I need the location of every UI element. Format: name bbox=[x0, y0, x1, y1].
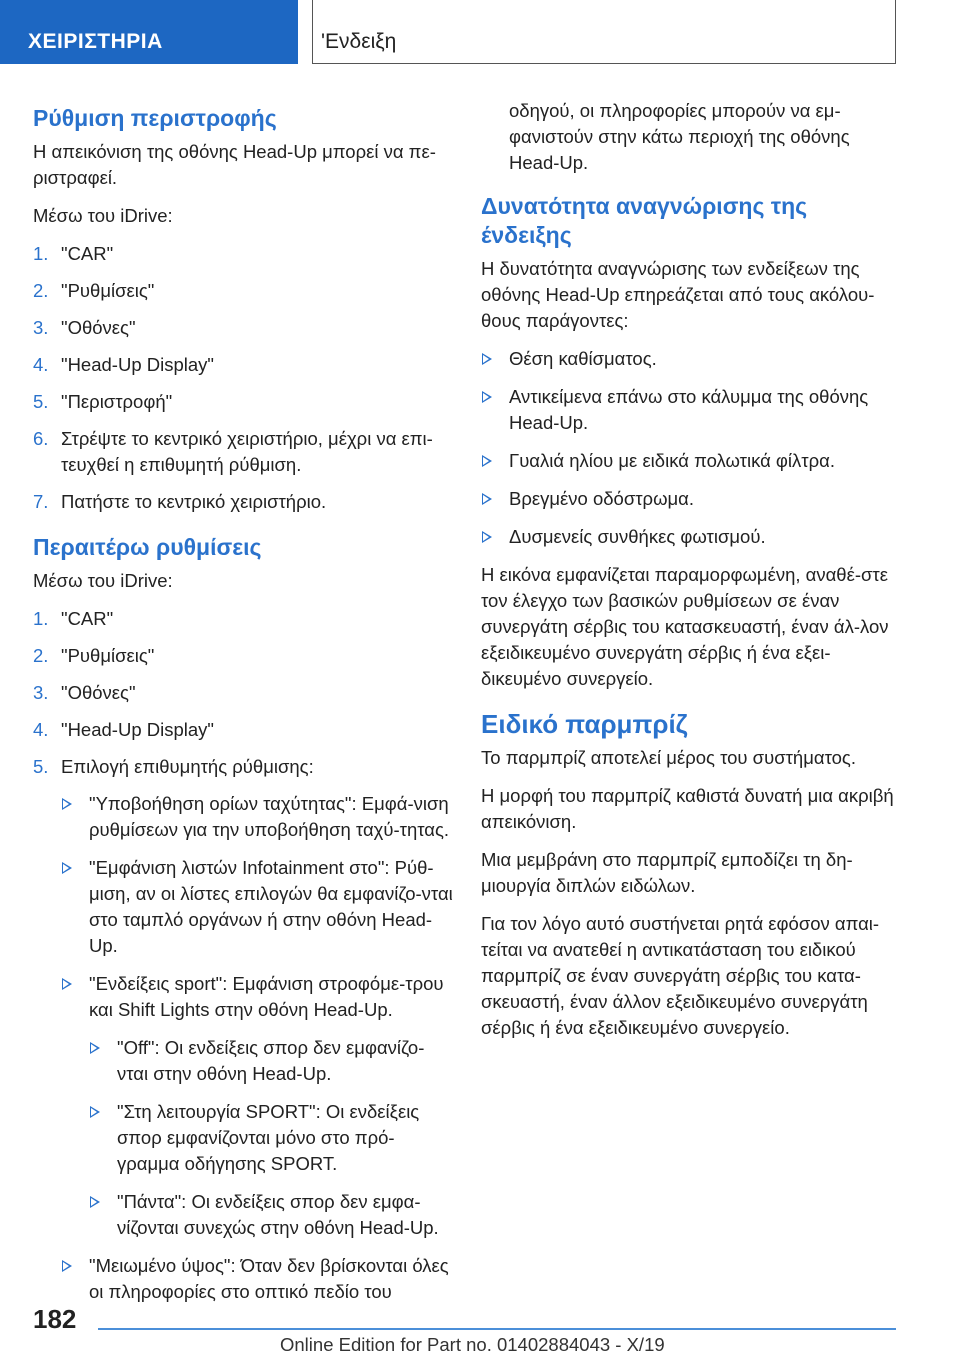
list-item bbox=[33, 315, 453, 341]
list-item bbox=[33, 489, 453, 515]
continued-text bbox=[452, 98, 901, 176]
option-text: οδηγού, οι πληροφορίες μπορούν να εμ‐φανιστούν στην κάτω περιοχή της οθόνης Head-Up. bbox=[509, 100, 850, 173]
step-number: 2. bbox=[33, 645, 49, 666]
list-item bbox=[61, 855, 453, 959]
factor-text: Θέση καθίσματος. bbox=[509, 348, 657, 369]
triangle-bullet-icon bbox=[482, 531, 492, 543]
triangle-bullet-icon bbox=[62, 1260, 72, 1272]
more-settings-heading: Περαιτέρω ρυθμίσεις bbox=[33, 534, 262, 560]
list-item bbox=[61, 971, 453, 1023]
option-text: "Στη λειτουργία SPORT": Οι ενδείξεις σπορ εμφανίζονται μόνο στο πρό‐γραμμα οδήγησης SPORT. bbox=[117, 1101, 420, 1174]
step-text: "Περιστροφή" bbox=[61, 391, 173, 412]
triangle-bullet-icon bbox=[482, 455, 492, 467]
triangle-bullet-icon bbox=[62, 798, 72, 810]
list-item bbox=[89, 1099, 453, 1177]
rotation-intro: Η απεικόνιση της οθόνης Head-Up μπορεί να πε‐ριστραφεί. bbox=[33, 141, 436, 188]
triangle-bullet-icon bbox=[90, 1042, 100, 1054]
list-item bbox=[33, 352, 453, 378]
windshield-p1: Το παρμπρίζ αποτελεί μέρος του συστήματος. bbox=[481, 747, 856, 768]
list-item bbox=[61, 791, 453, 843]
triangle-bullet-icon bbox=[90, 1106, 100, 1118]
visibility-intro: Η δυνατότητα αναγνώρισης των ενδείξεων της οθόνης Head-Up επηρεάζεται από τους ακόλου‐θους παράγοντες: bbox=[481, 258, 875, 331]
step-text: "Οθόνες" bbox=[61, 682, 136, 703]
step-text: "Ρυθμίσεις" bbox=[61, 280, 155, 301]
left-column bbox=[33, 104, 453, 1317]
step-number: 5. bbox=[33, 391, 49, 412]
step-number: 1. bbox=[33, 608, 49, 629]
list-item bbox=[33, 643, 453, 669]
step-number: 2. bbox=[33, 280, 49, 301]
step-number: 4. bbox=[33, 354, 49, 375]
step-text: "Head-Up Display" bbox=[61, 719, 214, 740]
windshield-heading: Ειδικό παρμπρίζ bbox=[481, 709, 688, 739]
factor-text: Αντικείμενα επάνω στο κάλυμμα της οθόνης Head-Up. bbox=[509, 386, 869, 433]
list-item bbox=[481, 384, 901, 436]
step-text: Στρέψτε το κεντρικό χειριστήριο, μέχρι να επι‐τευχθεί η επιθυμητή ρύθμιση. bbox=[61, 428, 433, 475]
step-number: 1. bbox=[33, 243, 49, 264]
header-section-tab: ΧΕΙΡΙΣΤΗΡΙΑ bbox=[0, 0, 298, 64]
list-item bbox=[33, 278, 453, 304]
more-settings-via: Μέσω του iDrive: bbox=[33, 570, 173, 591]
factor-text: Βρεγμένο οδόστρωμα. bbox=[509, 488, 695, 509]
footer-divider bbox=[98, 1328, 896, 1330]
step-text: "Head-Up Display" bbox=[61, 354, 214, 375]
windshield-p3: Μια μεμβράνη στο παρμπρίζ εμποδίζει τη δη‐μιουργία διπλών ειδώλων. bbox=[481, 849, 853, 896]
step-text: "Οθόνες" bbox=[61, 317, 136, 338]
visibility-heading: Δυνατότητα αναγνώρισης της ένδειξης bbox=[481, 193, 808, 248]
triangle-bullet-icon bbox=[62, 862, 72, 874]
triangle-bullet-icon bbox=[62, 978, 72, 990]
page-number: 182 bbox=[33, 1304, 77, 1334]
list-item bbox=[33, 680, 453, 706]
list-item bbox=[89, 1035, 453, 1087]
windshield-p2: Η μορφή του παρμπρίζ καθιστά δυνατή μια ακριβή απεικόνιση. bbox=[481, 785, 894, 832]
list-item bbox=[481, 448, 901, 474]
option-text: "Υποβοήθηση ορίων ταχύτητας": Εμφά‐νιση ρυθμίσεων για την υποβοήθηση ταχύ‐τητας. bbox=[89, 793, 450, 840]
triangle-bullet-icon bbox=[482, 353, 492, 365]
step-text: Πατήστε το κεντρικό χειριστήριο. bbox=[61, 491, 327, 512]
list-item bbox=[61, 1253, 453, 1305]
option-text: "Εμφάνιση λιστών Infotainment στο": Ρύθ‐μιση, αν οι λίστες επιλογών θα εμφανίζο‐νται στο ταμπλό οργάνων ή στην οθόνη Head-Up. bbox=[89, 857, 453, 956]
triangle-bullet-icon bbox=[482, 493, 492, 505]
step-text: "CAR" bbox=[61, 608, 114, 629]
step-text: Επιλογή επιθυμητής ρύθμισης: bbox=[61, 756, 314, 777]
windshield-p4: Για τον λόγο αυτό συστήνεται ρητά εφόσον απαι‐τείται να ανατεθεί η αντικατάσταση του ειδικού παρμπρίζ σε έναν συνεργάτη σέρβις του κατα‐σκευαστή, έναν άλλον εξειδικευμένο συνεργάτη σέρβις ή ένα εξειδικευμένο συνεργείο. bbox=[481, 913, 880, 1038]
list-item bbox=[33, 241, 453, 267]
step-number: 4. bbox=[33, 719, 49, 740]
step-number: 3. bbox=[33, 317, 49, 338]
list-item bbox=[89, 1189, 453, 1241]
factor-text: Δυσμενείς συνθήκες φωτισμού. bbox=[509, 526, 766, 547]
step-text: "Ρυθμίσεις" bbox=[61, 645, 155, 666]
option-text: "Μειωμένο ύψος": Όταν δεν βρίσκονται όλες οι πληροφορίες στο οπτικό πεδίο του bbox=[89, 1255, 449, 1302]
footer-edition: Online Edition for Part no. 01402884043 - X/19 bbox=[280, 1334, 665, 1355]
list-item bbox=[481, 486, 901, 512]
list-item bbox=[33, 717, 453, 743]
rotation-heading: Ρύθμιση περιστροφής bbox=[33, 105, 277, 131]
option-text: "Off": Οι ενδείξεις σπορ δεν εμφανίζο‐νται στην οθόνη Head-Up. bbox=[117, 1037, 425, 1084]
step-number: 7. bbox=[33, 491, 49, 512]
list-item bbox=[33, 426, 453, 478]
header-subsection-title: 'Ενδειξη bbox=[312, 0, 896, 64]
factor-text: Γυαλιά ηλίου με ειδικά πολωτικά φίλτρα. bbox=[509, 450, 835, 471]
list-item bbox=[481, 524, 901, 550]
step-text: "CAR" bbox=[61, 243, 114, 264]
option-text: "Πάντα": Οι ενδείξεις σπορ δεν εμφα‐νίζονται συνεχώς στην οθόνη Head-Up. bbox=[117, 1191, 439, 1238]
step-number: 6. bbox=[33, 428, 49, 449]
list-item bbox=[33, 754, 453, 780]
triangle-bullet-icon bbox=[482, 391, 492, 403]
triangle-bullet-icon bbox=[90, 1196, 100, 1208]
option-text: "Ενδείξεις sport": Εμφάνιση στροφόμε‐τρου και Shift Lights στην οθόνη Head-Up. bbox=[89, 973, 444, 1020]
step-number: 5. bbox=[33, 756, 49, 777]
step-number: 3. bbox=[33, 682, 49, 703]
rotation-via: Μέσω του iDrive: bbox=[33, 205, 173, 226]
distorted-note: Η εικόνα εμφανίζεται παραμορφωμένη, αναθέ‐στε τον έλεγχο των βασικών ρυθμίσεων σε έναν συνεργάτη σέρβις του κατασκευαστή, έναν άλ‐λον εξειδικευμένο συνεργάτη σέρβις ή ένα εξει‐δικευμένο συνεργείο. bbox=[481, 564, 889, 689]
right-column bbox=[481, 98, 901, 1053]
list-item bbox=[33, 606, 453, 632]
list-item bbox=[33, 389, 453, 415]
list-item bbox=[481, 346, 901, 372]
